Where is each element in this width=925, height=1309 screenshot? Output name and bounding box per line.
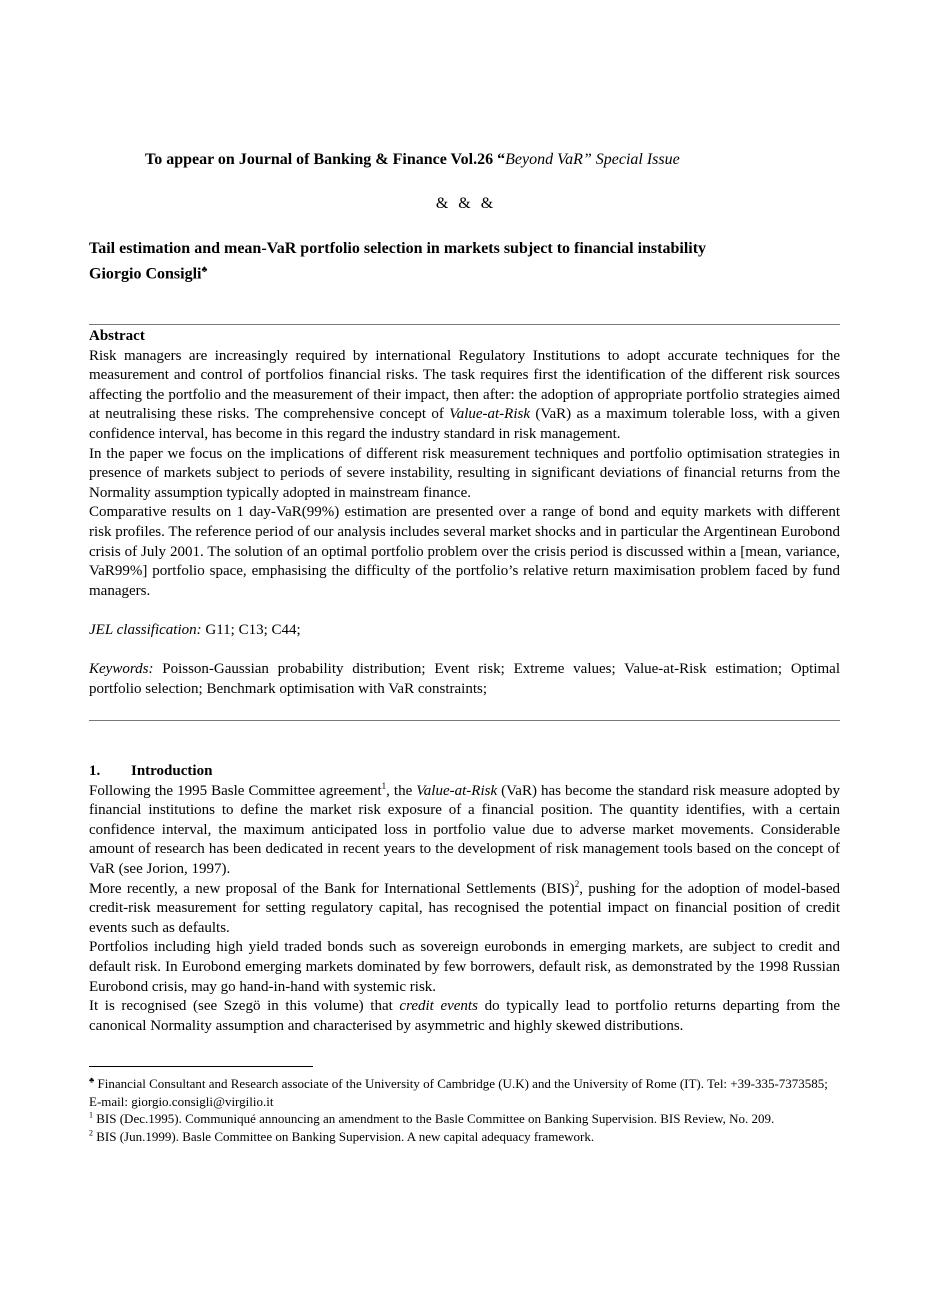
abstract-top-rule	[89, 324, 840, 325]
intro-p1-text: Following the 1995 Basle Committee agreement	[89, 782, 382, 799]
paper-title-block	[89, 238, 840, 284]
paper-title: Tail estimation and mean-VaR portfolio selection in markets subject to financial instability	[89, 240, 707, 257]
journal-notice	[145, 151, 845, 169]
abstract-paragraph-3: Comparative results on 1 day-VaR(99%) estimation are presented over a range of bond and equity markets with different risk profiles. The reference period of our analysis includes several market shocks and in particular the Argentinean Eurobond crisis of July 2001. The solution of an optimal portfolio problem over the crisis period is discussed within a [mean, variance, VaR99%] portfolio space, emphasising the difficulty of the portfolio’s relative return maximisation problem faced by fund managers.	[89, 504, 840, 599]
abstract-paragraph-1	[89, 347, 840, 445]
spacer	[89, 601, 840, 621]
author-footnote-mark: ♣	[201, 264, 208, 274]
footnote-separator	[89, 1066, 313, 1067]
intro-paragraph-2	[89, 880, 840, 939]
abstract-paragraph-2: In the paper we focus on the implications of different risk measurement techniques and portfolio optimisation strategies in presence of markets subject to periods of severe instability, resulting in significant deviations of financial returns from the Normality assumption typically adopted in mainstream finance.	[89, 445, 840, 501]
footnote-author	[89, 1075, 840, 1110]
footnote-text: Financial Consultant and Research associate of the University of Cambridge (U.K) and the University of Rome (IT). Tel: +39-335-7373585; E-mail: giorgio.consigli@virgilio.it	[89, 1076, 828, 1109]
footnote-text: BIS (Dec.1995). Communiqué announcing an amendment to the Basle Committee on Banking Supervision. BIS Review, No. 209.	[93, 1111, 775, 1126]
keywords-list: Poisson-Gaussian probability distribution; Event risk; Extreme values; Value-at-Risk estimation; Optimal portfolio selection; Benchmark optimisation with VaR constraints;	[89, 661, 840, 697]
abstract-heading: Abstract	[89, 328, 145, 344]
abstract-p1-text-end: (VaR) as a maximum tolerable loss, with a given confidence interval, has become in this regard the industry standard in risk management.	[89, 406, 840, 442]
intro-paragraph-1	[89, 782, 840, 880]
footnote-ref-1[interactable]: 1	[381, 780, 387, 791]
author-line	[89, 259, 840, 284]
intro-paragraph-3: Portfolios including high yield traded bonds such as sovereign eurobonds in emerging markets, are subject to credit and default risk. In Eurobond emerging markets dominated by few borrowers, default risk, as demonstrated by the 1998 Russian Eurobond crisis, may go hand-in-hand with systemic risk.	[89, 939, 840, 995]
journal-notice-text: To appear on Journal of Banking & Finance Vol.26 “	[145, 151, 506, 168]
intro-paragraph-4	[89, 997, 840, 1036]
credit-events-term: credit events	[399, 998, 478, 1015]
spacer	[89, 641, 840, 661]
abstract-bottom-rule	[89, 720, 840, 721]
footnote-mark: 2	[89, 1128, 93, 1138]
footnote-mark: ♣	[89, 1075, 95, 1085]
special-issue-name: Beyond VaR” Special Issue	[505, 151, 680, 168]
jel-codes: G11; C13; C44;	[201, 621, 301, 638]
section-heading	[89, 762, 840, 782]
footnote-2	[89, 1128, 840, 1146]
intro-p1-text-b: , the	[386, 782, 417, 799]
value-at-risk-term: Value-at-Risk	[416, 782, 498, 799]
section-title: Introduction	[131, 763, 213, 779]
keywords	[89, 660, 840, 699]
intro-p2-text: More recently, a new proposal of the Bank for International Settlements (BIS)	[89, 880, 575, 897]
jel-label: JEL classification:	[89, 621, 202, 638]
footnotes	[89, 1075, 840, 1145]
footnote-text: BIS (Jun.1999). Basle Committee on Banking Supervision. A new capital adequacy framework.	[93, 1128, 595, 1144]
section-number: 1.	[89, 763, 101, 779]
footnote-ref-2[interactable]: 2	[574, 878, 580, 889]
footnote-mark: 1	[89, 1110, 93, 1120]
intro-p4-text: It is recognised (see Szegö in this volume) that	[89, 998, 400, 1015]
abstract-p1-text: Risk managers are increasingly required by international Regulatory Institutions to adopt accurate techniques for the measurement and control of portfolios financial risks. The task requires first the identification of the different risk sources affecting the portfolio and the measurement of their impact, then after: the adoption of appropriate portfolio strategies aimed at neutralising these risks. The comprehensive concept of	[89, 347, 840, 423]
author-name: Giorgio Consigli	[89, 265, 202, 283]
intro-p2-text-b: , pushing for the adoption of model-based credit-risk measurement for setting regulatory capital, has recognised the potential impact on financial position of credit events such as defaults.	[89, 880, 840, 936]
abstract-section	[89, 327, 840, 699]
footnote-1	[89, 1110, 840, 1128]
intro-p4-text-b: do typically lead to portfolio returns departing from the canonical Normality assumption and characterised by asymmetric and highly skewed distributions.	[89, 998, 840, 1034]
intro-p1-text-c: (VaR) has become the standard risk measure adopted by financial institutions to define the market risk exposure of a financial position. The quantity identifies, with a certain confidence interval, the maximum anticipated loss in portfolio value due to adverse market movements. Considerable amount of research has been dedicated in recent years to the development of risk management tools based on the concept of VaR (see Jorion, 1997).	[89, 782, 840, 877]
ampersand-separator: & & &	[435, 195, 494, 212]
jel-classification	[89, 621, 840, 641]
keywords-label: Keywords:	[89, 661, 154, 678]
introduction-section	[89, 762, 840, 1036]
value-at-risk-term: Value-at-Risk	[449, 406, 530, 423]
